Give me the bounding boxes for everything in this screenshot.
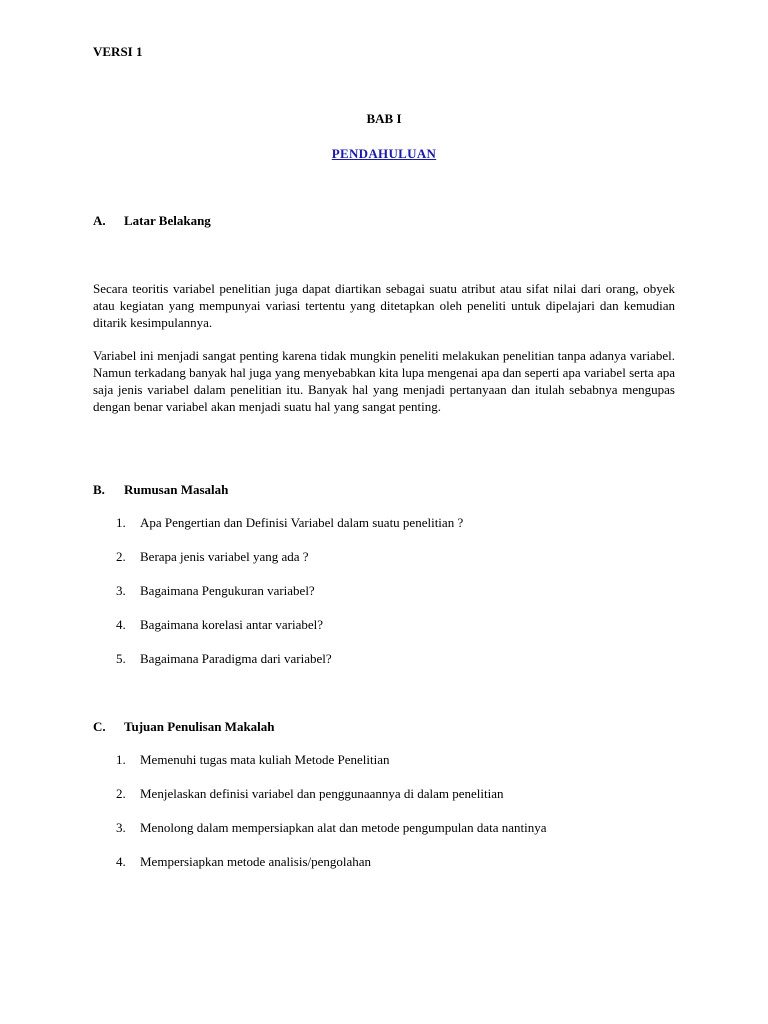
list-item-text: Bagaimana Paradigma dari variabel? bbox=[140, 651, 332, 666]
section-a-title: Latar Belakang bbox=[124, 213, 211, 228]
chapter-title: BAB I bbox=[366, 111, 402, 126]
section-b-heading bbox=[93, 482, 228, 498]
list-item bbox=[116, 786, 504, 802]
list-item-text: Bagaimana korelasi antar variabel? bbox=[140, 617, 323, 632]
list-item-number: 1. bbox=[116, 515, 126, 530]
section-a-marker: A. bbox=[93, 213, 106, 228]
list-item bbox=[116, 752, 389, 768]
list-item-text: Menolong dalam mempersiapkan alat dan metode pengumpulan data nantinya bbox=[140, 820, 547, 835]
section-c-title: Tujuan Penulisan Makalah bbox=[124, 719, 275, 734]
section-a-heading bbox=[93, 213, 211, 229]
section-b-title: Rumusan Masalah bbox=[124, 482, 229, 497]
list-item-text: Mempersiapkan metode analisis/pengolahan bbox=[140, 854, 372, 869]
list-item-number: 1. bbox=[116, 752, 126, 767]
list-item-number: 4. bbox=[116, 617, 126, 632]
section-c-marker: C. bbox=[93, 719, 106, 734]
list-item-number: 2. bbox=[116, 549, 126, 564]
list-item-text: Menjelaskan definisi variabel dan penggunaannya di dalam penelitian bbox=[140, 786, 504, 801]
version-label: VERSI 1 bbox=[93, 44, 143, 59]
list-item-text: Apa Pengertian dan Definisi Variabel dalam suatu penelitian ? bbox=[140, 515, 464, 530]
list-item bbox=[116, 854, 371, 870]
list-item-number: 3. bbox=[116, 820, 126, 835]
list-item bbox=[116, 583, 315, 599]
list-item bbox=[116, 549, 309, 565]
section-a-paragraph-2: Variabel ini menjadi sangat penting karena tidak mungkin peneliti melakukan penelitian tanpa adanya variabel. Namun terkadang banyak hal juga yang menyebabkan kita lupa mengenai apa dan seperti apa variabel serta apa saja jenis variabel dalam penelitian itu. Banyak hal yang menjadi pertanyaan dan itulah sebabnya mengupas dengan benar variabel akan menjadi suatu hal yang sangat penting. bbox=[93, 348, 675, 414]
list-item-number: 5. bbox=[116, 651, 126, 666]
list-item-text: Bagaimana Pengukuran variabel? bbox=[140, 583, 315, 598]
list-item bbox=[116, 617, 323, 633]
list-item bbox=[116, 515, 463, 531]
list-item bbox=[116, 651, 332, 667]
list-item-text: Memenuhi tugas mata kuliah Metode Penelitian bbox=[140, 752, 390, 767]
section-b-marker: B. bbox=[93, 482, 105, 497]
chapter-subtitle-link[interactable]: PENDAHULUAN bbox=[331, 146, 437, 161]
list-item bbox=[116, 820, 547, 836]
section-a-paragraph-1: Secara teoritis variabel penelitian juga dapat diartikan sebagai suatu atribut atau sifat nilai dari orang, obyek atau kegiatan yang mempunyai variasi tertentu yang ditetapkan oleh peneliti untuk dipelajari dan kemudian ditarik kesimpulannya. bbox=[93, 281, 675, 330]
list-item-text: Berapa jenis variabel yang ada ? bbox=[140, 549, 309, 564]
section-c-heading bbox=[93, 719, 275, 735]
list-item-number: 3. bbox=[116, 583, 126, 598]
list-item-number: 2. bbox=[116, 786, 126, 801]
chapter-subtitle-wrap bbox=[0, 145, 768, 163]
list-item-number: 4. bbox=[116, 854, 126, 869]
